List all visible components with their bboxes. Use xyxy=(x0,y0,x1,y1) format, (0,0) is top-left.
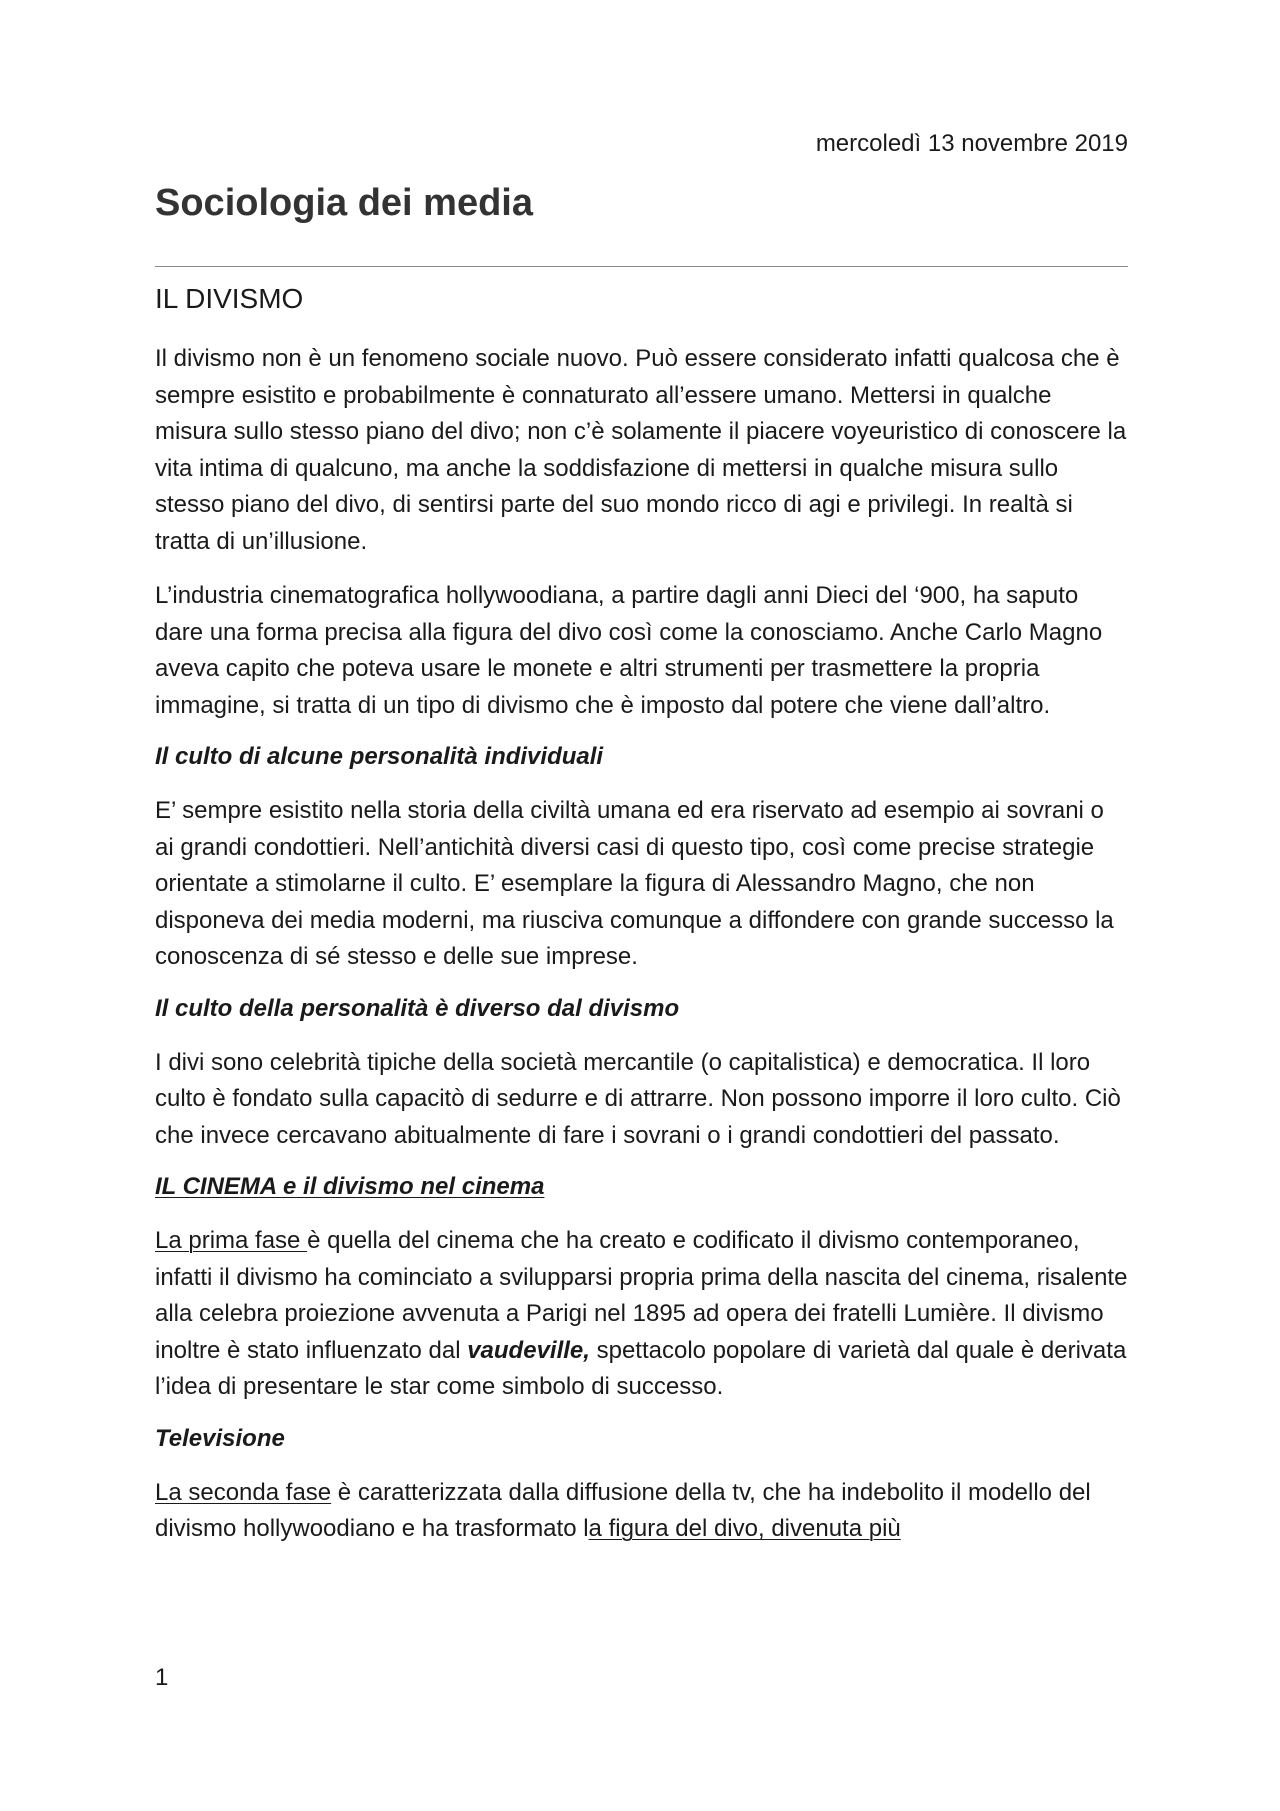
paragraph-6 xyxy=(155,1475,1128,1548)
paragraph-4: I divi sono celebrità tipiche della società mercantile (o capitalistica) e democratica. Il loro culto è fondato sulla capacitò di sedurre e di attrarre. Non possono imporre il loro culto. Ciò che invece cercavano abitualmente di fare i sovrani o i grandi condottieri del passato. xyxy=(155,1048,1121,1149)
paragraph-5-text-b: spettacolo popolare di varietà dal quale è derivata l’idea di presentare le star come simbolo di successo. xyxy=(155,1336,1127,1400)
subheading-culto-personalita: Il culto di alcune personalità individuali xyxy=(155,743,604,770)
subheading-culto-diverso: Il culto della personalità è diverso dal divismo xyxy=(155,994,680,1022)
document-title: Sociologia dei media xyxy=(155,182,533,224)
paragraph-2: L’industria cinematografica hollywoodiana, a partire dagli anni Dieci del ‘900, ha saputo dare una forma precisa alla figura del divo così come la conosciamo. Anche Carlo Magno aveva capito che poteva usare le monete e altri strumenti per trasmettere la propria immagine, si tratta di un tipo di divismo che è imposto dal potere che viene dall’altro. xyxy=(155,582,1103,719)
paragraph-3: E’ sempre esistito nella storia della civiltà umana ed era riservato ad esempio ai sovrani o ai grandi condottieri. Nell’antichità diversi casi di questo tipo, così come precise strategie orientate a stimolarne il culto. E’ esemplare la figura di Alessandro Magno, che non disponeva dei media moderni, ma riusciva comunque a diffondere con grande successo la conoscenza di sé stesso e delle sue imprese. xyxy=(155,797,1114,970)
document-page xyxy=(155,128,1128,1548)
vaudeville-emphasis: vaudeville, xyxy=(467,1336,590,1364)
subheading-televisione: Televisione xyxy=(155,1424,285,1452)
seconda-fase-label: La seconda fase xyxy=(155,1478,332,1506)
paragraph-5-text-a: è quella del cinema che ha creato e codificato il divismo contemporaneo, infatti il divismo ha cominciato a svilupparsi propria prima della nascita del cinema, risalente alla celebra proiezione avvenuta a Parigi nel 1895 ad opera dei fratelli Lumière. Il divismo inoltre è stato influenzato dal xyxy=(155,1227,1128,1364)
paragraph-5 xyxy=(155,1223,1128,1406)
subheading-cinema-text: IL CINEMA e il divismo nel cinema xyxy=(155,1173,545,1200)
figura-del-divo-underlined: a figura del divo, divenuta più xyxy=(588,1515,901,1542)
page-number: 1 xyxy=(155,1664,169,1691)
subheading-cinema xyxy=(155,1169,1128,1205)
paragraph-6-text-a: è caratterizzata dalla diffusione della tv, che ha indebolito il modello del divismo hollywoodiano e ha trasformato l xyxy=(155,1478,1091,1542)
section-title: IL DIVISMO xyxy=(155,283,304,314)
paragraph-1: Il divismo non è un fenomeno sociale nuovo. Può essere considerato infatti qualcosa che è sempre esistito e probabilmente è connaturato all’essere umano. Mettersi in qualche misura sullo stesso piano del divo; non c’è solamente il piacere voyeuristico di conoscere la vita intima di qualcuno, ma anche la soddisfazione di mettersi in qualche misura sullo stesso piano del divo, di sentirsi parte del suo mondo ricco di agi e privilegi. In realtà si tratta di un’illusione. xyxy=(155,345,1127,555)
document-date: mercoledì 13 novembre 2019 xyxy=(815,130,1128,157)
prima-fase-label: La prima fase xyxy=(155,1227,308,1254)
title-divider xyxy=(155,266,1128,267)
